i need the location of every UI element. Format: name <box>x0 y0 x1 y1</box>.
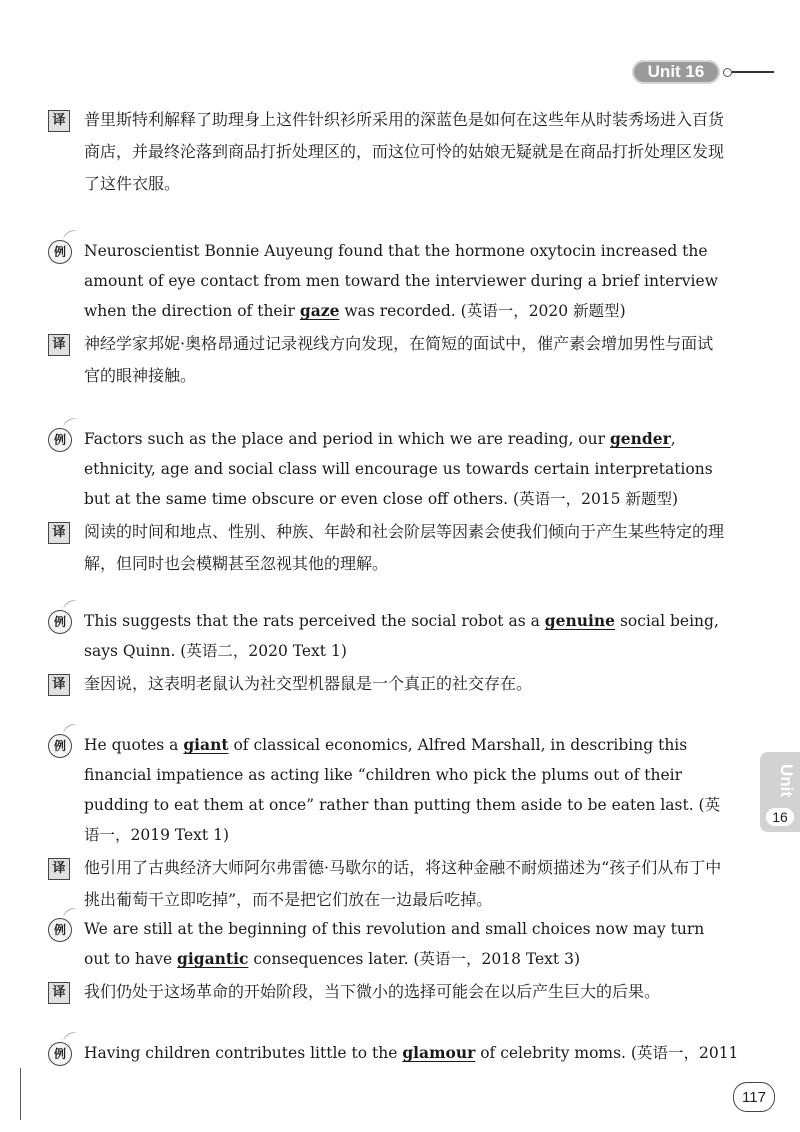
example-text: Factors such as the place and period in which we are reading, our <box>84 430 610 448</box>
keyword-giant: giant <box>183 735 229 754</box>
example-text: Having children contributes little to the <box>84 1044 403 1062</box>
header-circle-icon <box>723 68 732 77</box>
side-tab-label: Unit <box>777 764 796 798</box>
translation-marker-icon: 译 <box>48 110 70 132</box>
example-marker-icon: 例 <box>48 734 72 758</box>
example-gender: 例 Factors such as the place and period in which we are reading, our gender, ethnicity, age and social class will encourage us towards certain interpretations but at the same time obscure or even close off others. (英语一，2015 新题型) 译 阅读的时间和地点、性别、种族、年龄和社会阶层等因素会使我们倾向于产生某些特定的理解，但同时也会模糊甚至忽视其他的理解。 <box>48 424 728 580</box>
translation-text: 阅读的时间和地点、性别、种族、年龄和社会阶层等因素会使我们倾向于产生某些特定的理解，但同时也会模糊甚至忽视其他的理解。 <box>84 522 725 573</box>
example-text-after: of celebrity moms. ( <box>475 1044 637 1062</box>
source-citation: 英语一，2015 新题型 <box>519 490 672 508</box>
side-tab-number: 16 <box>766 808 794 826</box>
example-marker-icon: 例 <box>48 1042 72 1066</box>
example-giant: 例 He quotes a giant of classical economics, Alfred Marshall, in describing this financial impatience as acting like “children who pick the plums out of their pudding to eat them at once” rather than putting them aside to be eaten last. (英语一，2019 Text 1) 译 他引用了古典经济大师阿尔弗雷德·马歇尔的话，将这种金融不耐烦描述为“孩子们从布丁中挑出葡萄干立即吃掉”，而不是把它们放在一边最后吃掉。 <box>48 730 728 916</box>
source-citation: 英语二，2020 Text 1 <box>186 642 341 660</box>
translation-text: 我们仍处于这场革命的开始阶段，当下微小的选择可能会在以后产生巨大的后果。 <box>84 982 661 1001</box>
example-text: This suggests that the rats perceived the social robot as a <box>84 612 545 630</box>
translation-text: 神经学家邦妮·奥格昂通过记录视线方向发现，在简短的面试中，催产素会增加男性与面试官的眼神接触。 <box>84 334 714 385</box>
example-glamour <box>48 1038 739 1068</box>
example-marker-icon: 例 <box>48 610 72 634</box>
translation-marker-icon: 译 <box>48 674 70 696</box>
source-citation: 英语一，2018 Text 3 <box>419 950 574 968</box>
keyword-genuine: genuine <box>544 611 616 630</box>
margin-rule <box>20 1068 21 1120</box>
unit-label: Unit 16 <box>632 60 720 84</box>
entry-translation-0 <box>48 104 728 200</box>
example-marker-icon: 例 <box>48 240 72 264</box>
translation-marker-icon: 译 <box>48 522 70 544</box>
source-citation: 英语一，2019 Text 1 <box>84 796 721 844</box>
page-number: 117 <box>733 1082 775 1112</box>
source-citation: 英语一，2011 <box>636 1044 739 1062</box>
translation-marker-icon: 译 <box>48 982 70 1004</box>
side-unit-tab <box>760 752 800 832</box>
keyword-gaze: gaze <box>299 301 340 320</box>
unit-header <box>632 60 774 84</box>
translation-marker-icon: 译 <box>48 858 70 880</box>
example-text: He quotes a <box>84 736 184 754</box>
source-citation: 英语一，2020 新题型 <box>466 302 620 320</box>
example-text-after: consequences later. ( <box>248 950 420 968</box>
example-text: We are still at the beginning of this revolution and small choices now may turn out to have <box>84 920 705 968</box>
translation-text: 普里斯特利解释了助理身上这件针织衫所采用的深蓝色是如何在这些年从时装秀场进入百货商店，并最终沦落到商品打折处理区的，而这位可怜的姑娘无疑就是在商品打折处理区发现了这件衣服。 <box>84 110 725 193</box>
example-text-after: was recorded. ( <box>339 302 467 320</box>
keyword-gender: gender <box>609 429 671 448</box>
translation-marker-icon: 译 <box>48 334 70 356</box>
keyword-glamour: glamour <box>402 1043 476 1062</box>
example-text-after: social being, says Quinn. ( <box>84 612 719 660</box>
example-text: Neuroscientist Bonnie Auyeung found that the hormone oxytocin increased the amount of eye contact from men toward the interviewer during a brief interview when the direction of their <box>84 242 718 320</box>
header-rule <box>732 71 774 73</box>
example-marker-icon: 例 <box>48 428 72 452</box>
translation-text: 奎因说，这表明老鼠认为社交型机器鼠是一个真正的社交存在。 <box>84 674 533 693</box>
example-genuine: 例 This suggests that the rats perceived the social robot as a genuine social being, says Quinn. (英语二，2020 Text 1) 译 奎因说，这表明老鼠认为社交型机器鼠是一个真正的社交存在。 <box>48 606 728 700</box>
example-text-after: of classical economics, Alfred Marshall, in describing this financial impatience as acting like “children who pick the plums out of their pudding to eat them at once” rather than putting them aside to be eaten last. ( <box>84 736 705 814</box>
example-gaze: 例 Neuroscientist Bonnie Auyeung found that the hormone oxytocin increased the amount of eye contact from men toward the interviewer during a brief interview when the direction of their gaze was recorded. (英语一，2020 新题型) 译 神经学家邦妮·奥格昂通过记录视线方向发现，在简短的面试中，催产素会增加男性与面试官的眼神接触。 <box>48 236 728 392</box>
example-marker-icon: 例 <box>48 918 72 942</box>
example-gigantic: 例 We are still at the beginning of this revolution and small choices now may turn out to have gigantic consequences later. (英语一，2018 Text 3) 译 我们仍处于这场革命的开始阶段，当下微小的选择可能会在以后产生巨大的后果。 <box>48 914 728 1008</box>
example-text-after: , ethnicity, age and social class will encourage us towards certain interpretations but at the same time obscure or even close off others. ( <box>84 430 713 508</box>
translation-text: 他引用了古典经济大师阿尔弗雷德·马歇尔的话，将这种金融不耐烦描述为“孩子们从布丁中挑出葡萄干立即吃掉”，而不是把它们放在一边最后吃掉。 <box>84 858 722 909</box>
keyword-gigantic: gigantic <box>177 949 249 968</box>
